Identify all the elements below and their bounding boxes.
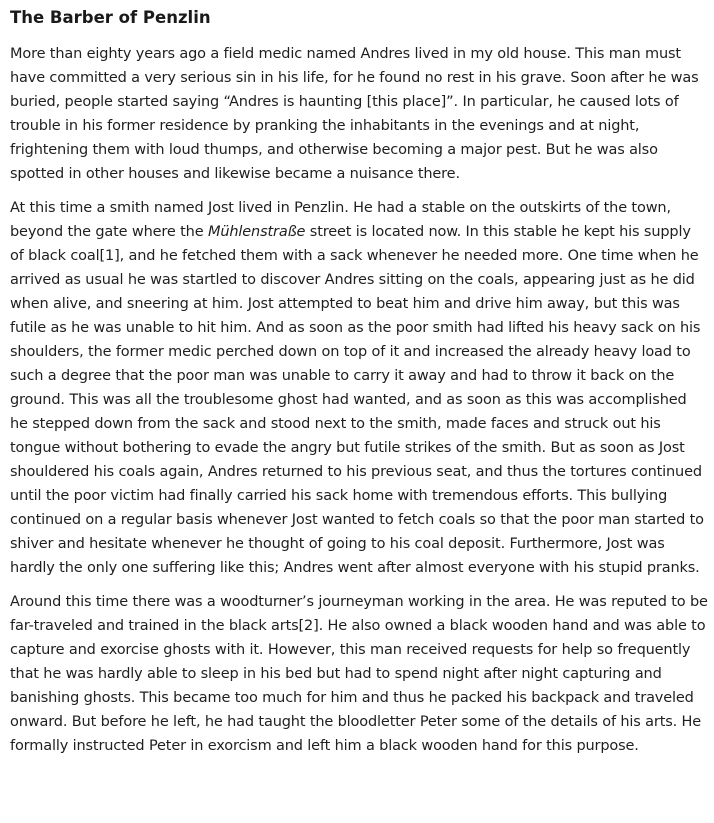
paragraph-3: Around this time there was a woodturner’s journeyman working in the area. He was reputed to be far-traveled and trained in the black arts[2]. He also owned a black wooden hand and was able to capture and exorcise ghosts with it. However, this man received requests for help so frequently that he was hardly able to sleep in his bed but had to spend night after night capturing and banishing ghosts. This became too much for him and thus he packed his backpack and traveled onward. But before he left, he had taught the bloodletter Peter some of the details of his arts. He formally instructed Peter in exorcism and left him a black wooden hand for this purpose.: [10, 594, 708, 754]
paragraph-2: [10, 196, 708, 580]
article-title: The Barber of Penzlin: [10, 8, 211, 27]
street-name-emphasis: Mühlenstraße: [207, 224, 306, 240]
paragraph-2-text-after: street is located now. In this stable he kept his supply of black coal[1], and he fetched them with a sack whenever he needed more. One time when he arrived as usual he was startled to discover Andres sitting on the coals, appearing just as he did when alive, and sneering at him. Jost attempted to beat him and drive him away, but this was futile as he was unable to hit him. And as soon as the poor smith had lifted his heavy sack on his shoulders, the former medic perched down on top of it and increased the already heavy load to such a degree that the poor man was unable to carry it away and had to throw it back on the ground. This was all the troublesome ghost had wanted, and as soon as this was accomplished he stepped down from the sack and stood next to the smith, made faces and struck out his tongue without bothering to evade the angry but futile strikes of the smith. But as soon as Jost shouldered his coals again, Andres returned to his previous seat, and thus the tortures continued until the poor victim had finally carried his sack home with tremendous efforts. This bullying continued on a regular basis whenever Jost wanted to fetch coals so that the poor man started to shiver and hesitate whenever he thought of going to his coal deposit. Furthermore, Jost was hardly the only one suffering like this; Andres went after almost everyone with his stupid pranks.: [10, 224, 704, 576]
paragraph-2-text-before: At this time a smith named Jost lived in Penzlin. He had a stable on the outskirts of the town, beyond the gate where the: [10, 200, 671, 240]
paragraph-1: More than eighty years ago a field medic named Andres lived in my old house. This man must have committed a very serious sin in his life, for he found no rest in his grave. Soon after he was buried, people started saying “Andres is haunting [this place]”. In particular, he caused lots of trouble in his former residence by pranking the inhabitants in the evenings and at night, frightening them with loud thumps, and otherwise becoming a major pest. But he was also spotted in other houses and likewise became a nuisance there.: [10, 46, 699, 182]
